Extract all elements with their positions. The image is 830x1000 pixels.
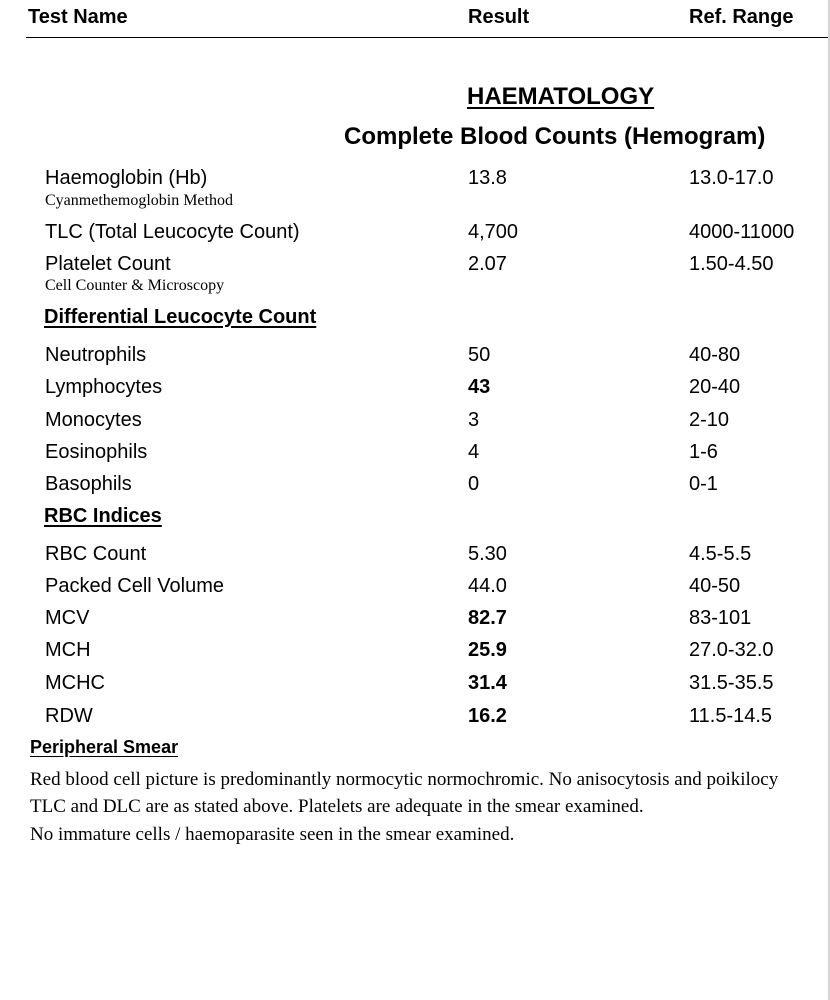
header-divider — [26, 37, 830, 38]
test-ref-range: 0-1 — [689, 473, 718, 495]
section-title-peripheral-smear: Peripheral Smear — [30, 737, 179, 757]
column-header-ref-range: Ref. Range — [689, 6, 794, 28]
test-name: Platelet Count — [45, 253, 171, 275]
test-method: Cell Counter & Microscopy — [45, 277, 225, 294]
test-result: 3 — [468, 409, 480, 431]
test-ref-range: 4000-11000 — [689, 221, 795, 243]
test-name: RDW — [45, 705, 93, 727]
test-name: MCH — [45, 639, 91, 661]
test-ref-range: 83-101 — [689, 607, 752, 629]
test-result-abnormal: 31.4 — [468, 672, 507, 694]
test-method: Cyanmethemoglobin Method — [45, 192, 233, 209]
test-name: MCHC — [45, 672, 105, 694]
test-name: MCV — [45, 607, 90, 629]
test-result: 2.07 — [468, 253, 507, 275]
test-result-abnormal: 82.7 — [468, 607, 507, 629]
test-result: 13.8 — [468, 167, 507, 189]
test-name: Lymphocytes — [45, 376, 163, 398]
test-ref-range: 11.5-14.5 — [689, 705, 773, 727]
test-ref-range: 1-6 — [689, 441, 718, 463]
test-name: RBC Count — [45, 543, 147, 565]
test-name: Neutrophils — [45, 344, 147, 366]
test-result-abnormal: 16.2 — [468, 705, 507, 727]
smear-text-line: Red blood cell picture is predominantly normocytic normochromic. No anisocytosis and poikilocy — [30, 769, 779, 790]
test-ref-range: 20-40 — [689, 376, 741, 398]
test-ref-range: 1.50-4.50 — [689, 253, 774, 275]
test-ref-range: 40-80 — [689, 344, 741, 366]
test-name: Packed Cell Volume — [45, 575, 224, 597]
test-result: 50 — [468, 344, 491, 366]
column-header-result: Result — [468, 6, 530, 28]
test-result: 0 — [468, 473, 480, 495]
test-name: Basophils — [45, 473, 132, 495]
panel-title: Complete Blood Counts (Hemogram) — [344, 123, 766, 150]
section-title-differential: Differential Leucocyte Count — [44, 306, 317, 328]
test-result-abnormal: 43 — [468, 376, 491, 398]
section-title-rbc-indices: RBC Indices — [44, 505, 162, 527]
department-title: HAEMATOLOGY — [467, 83, 655, 110]
column-header-test-name: Test Name — [28, 6, 128, 28]
smear-text-line: TLC and DLC are as stated above. Platelets are adequate in the smear examined. — [30, 796, 644, 817]
test-ref-range: 13.0-17.0 — [689, 167, 774, 189]
test-name: TLC (Total Leucocyte Count) — [45, 221, 300, 243]
test-name: Haemoglobin (Hb) — [45, 167, 208, 189]
test-ref-range: 27.0-32.0 — [689, 639, 774, 661]
test-result: 5.30 — [468, 543, 507, 565]
smear-text-line: No immature cells / haemoparasite seen in the smear examined. — [30, 824, 515, 845]
test-name: Eosinophils — [45, 441, 148, 463]
test-ref-range: 31.5-35.5 — [689, 672, 774, 694]
test-result-abnormal: 25.9 — [468, 639, 507, 661]
test-ref-range: 4.5-5.5 — [689, 543, 752, 565]
test-ref-range: 40-50 — [689, 575, 741, 597]
test-result: 44.0 — [468, 575, 507, 597]
test-name: Monocytes — [45, 409, 142, 431]
test-ref-range: 2-10 — [689, 409, 730, 431]
test-result: 4 — [468, 441, 480, 463]
test-result: 4,700 — [468, 221, 519, 243]
